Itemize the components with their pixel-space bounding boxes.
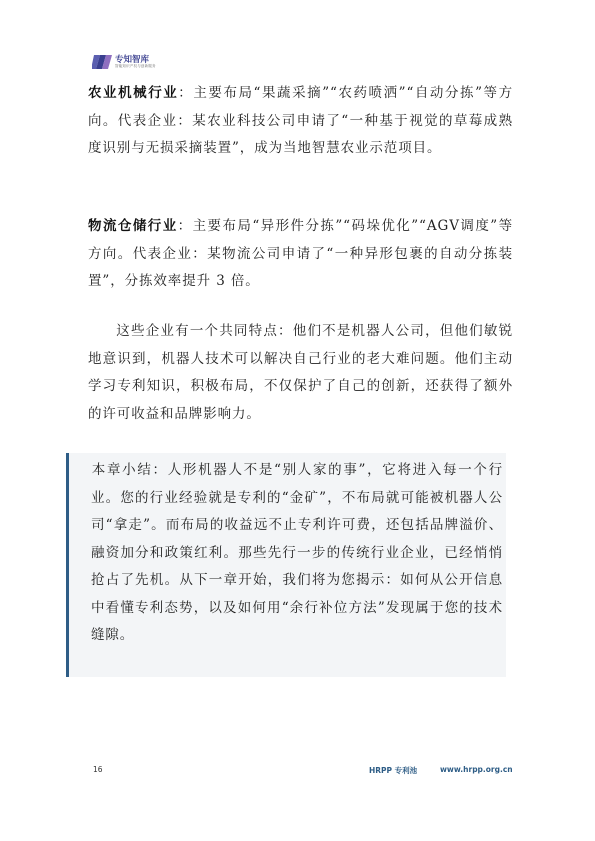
logo-tagline: 智能知识产权与创新服务 (115, 64, 156, 68)
page-number: 16 (93, 765, 103, 774)
paragraph-logistics (88, 213, 513, 296)
header-logo (92, 51, 156, 73)
paragraph-text: ：主要布局“异形件分拣”“码垛优化”“AGV调度”等方向。代表企业：某物流公司申请了“一种异形包裹的自动分拣装置”，分拣效率提升 3 倍。 (88, 218, 514, 289)
chapter-summary-box (66, 453, 506, 677)
paragraph-agriculture (88, 80, 513, 163)
footer-url[interactable]: www.hrpp.org.cn (440, 765, 513, 774)
paragraph-label: 农业机械行业 (88, 85, 179, 101)
footer-brand: HRPP 专利池 (369, 766, 418, 775)
paragraph-label: 物流仓储行业 (88, 218, 178, 234)
paragraph-text: ：主要布局“果蔬采摘”“农药喷洒”“自动分拣”等方向。代表企业：某农业科技公司申请了“一种基于视觉的草莓成熟度识别与无损采摘装置”，成为当地智慧农业示范项目。 (88, 85, 513, 156)
logo-mark-icon (92, 53, 112, 71)
chapter-summary-text: 本章小结：人形机器人不是“别人家的事”，它将进入每一个行业。您的行业经验就是专利的“金矿”，不布局就可能被机器人公司“拿走”。而布局的收益远不止专利许可费，还包括品牌溢价、融资加分和政策红利。那些先行一步的传统行业企业，已经悄悄抢占了先机。从下一章开始，我们将为您揭示：如何从公开信息中看懂专利态势，以及如何用“余行补位方法”发现属于您的技术缝隙。 (91, 462, 503, 643)
paragraph-common-traits (88, 318, 513, 428)
paragraph-text: 这些企业有一个共同特点：他们不是机器人公司，但他们敏锐地意识到，机器人技术可以解决自己行业的老大难问题。他们主动学习专利知识，积极布局，不仅保护了自己的创新，还获得了额外的许可收益和品牌影响力。 (88, 323, 513, 422)
logo-name: 专知智库 (115, 54, 150, 65)
